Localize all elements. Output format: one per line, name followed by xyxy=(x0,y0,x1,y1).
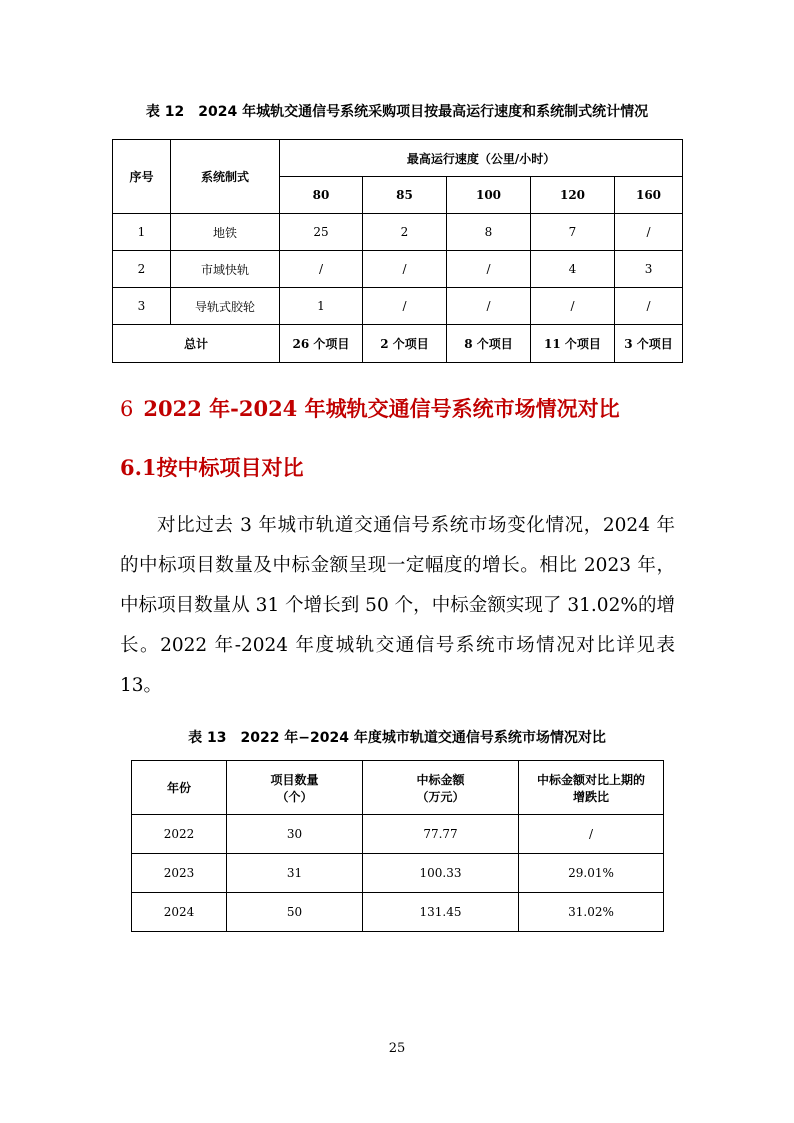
row-change: / xyxy=(519,815,664,854)
header-year: 年份 xyxy=(132,761,227,815)
section-6-heading xyxy=(120,393,620,423)
row-amount: 100.33 xyxy=(363,854,519,893)
row-value: 25 xyxy=(280,214,363,251)
row-value: / xyxy=(447,288,531,325)
total-row xyxy=(113,325,683,363)
header-change xyxy=(519,761,664,815)
row-system: 市域快轨 xyxy=(171,251,280,288)
header-count xyxy=(227,761,363,815)
table-13-caption: 表 13 2022 年−2024 年度城市轨道交通信号系统市场情况对比 xyxy=(188,730,606,746)
row-value: 4 xyxy=(531,251,615,288)
row-amount: 77.77 xyxy=(363,815,519,854)
row-count: 50 xyxy=(227,893,363,932)
total-value: 11 个项目 xyxy=(531,325,615,363)
header-amount xyxy=(363,761,519,815)
total-label: 总计 xyxy=(113,325,280,363)
row-amount: 131.45 xyxy=(363,893,519,932)
header-count-unit: （个） xyxy=(276,789,313,804)
header-system: 系统制式 xyxy=(171,140,280,214)
row-count: 30 xyxy=(227,815,363,854)
row-index: 2 xyxy=(113,251,171,288)
table-13 xyxy=(131,760,664,932)
section-6-1-heading: 6.1按中标项目对比 xyxy=(120,455,304,480)
row-change: 31.02% xyxy=(519,893,664,932)
row-value: 7 xyxy=(531,214,615,251)
section-title: 2022 年-2024 年城轨交通信号系统市场情况对比 xyxy=(143,396,620,421)
table-12-caption: 表 12 2024 年城轨交通信号系统采购项目按最高运行速度和系统制式统计情况 xyxy=(145,104,649,120)
table-row xyxy=(132,815,664,854)
header-speed-100: 100 xyxy=(447,177,531,214)
total-value: 26 个项目 xyxy=(280,325,363,363)
row-change: 29.01% xyxy=(519,854,664,893)
row-value: 8 xyxy=(447,214,531,251)
header-change-label-2: 增跌比 xyxy=(572,789,609,804)
row-system: 地铁 xyxy=(171,214,280,251)
table-row xyxy=(113,288,683,325)
row-value: / xyxy=(363,288,447,325)
table-row xyxy=(132,854,664,893)
header-speed-group: 最高运行速度（公里/小时） xyxy=(280,140,683,177)
row-count: 31 xyxy=(227,854,363,893)
row-value: / xyxy=(615,288,683,325)
table-row xyxy=(132,893,664,932)
row-index: 3 xyxy=(113,288,171,325)
table-row xyxy=(113,251,683,288)
total-value: 3 个项目 xyxy=(615,325,683,363)
row-value: 2 xyxy=(363,214,447,251)
table-12 xyxy=(112,139,683,363)
row-value: / xyxy=(447,251,531,288)
table-row xyxy=(113,214,683,251)
total-value: 2 个项目 xyxy=(363,325,447,363)
page-number: 25 xyxy=(388,1041,406,1056)
row-year: 2022 xyxy=(132,815,227,854)
row-value: / xyxy=(363,251,447,288)
row-value: / xyxy=(280,251,363,288)
header-speed-120: 120 xyxy=(531,177,615,214)
row-system: 导轨式胶轮 xyxy=(171,288,280,325)
row-index: 1 xyxy=(113,214,171,251)
total-value: 8 个项目 xyxy=(447,325,531,363)
row-value: / xyxy=(531,288,615,325)
section-number: 6 xyxy=(120,397,134,421)
header-amount-unit: （万元） xyxy=(416,789,465,804)
header-change-label: 中标金额对比上期的 xyxy=(536,772,645,787)
row-value: 3 xyxy=(615,251,683,288)
header-speed-80: 80 xyxy=(280,177,363,214)
header-index: 序号 xyxy=(113,140,171,214)
row-value: / xyxy=(615,214,683,251)
row-year: 2023 xyxy=(132,854,227,893)
header-amount-label: 中标金额 xyxy=(416,772,465,787)
header-count-label: 项目数量 xyxy=(270,772,319,787)
row-value: 1 xyxy=(280,288,363,325)
row-year: 2024 xyxy=(132,893,227,932)
body-paragraph: 对比过去 3 年城市轨道交通信号系统市场变化情况，2024 年的中标项目数量及中标金额呈现一定幅度的增长。相比 2023 年，中标项目数量从 31 个增长到 50 个，中标金额实现了 31.02%的增长。2022 年-2024 年度城轨交通信号系统市场情况对比详见表 13。 xyxy=(120,515,675,696)
header-speed-85: 85 xyxy=(363,177,447,214)
header-speed-160: 160 xyxy=(615,177,683,214)
